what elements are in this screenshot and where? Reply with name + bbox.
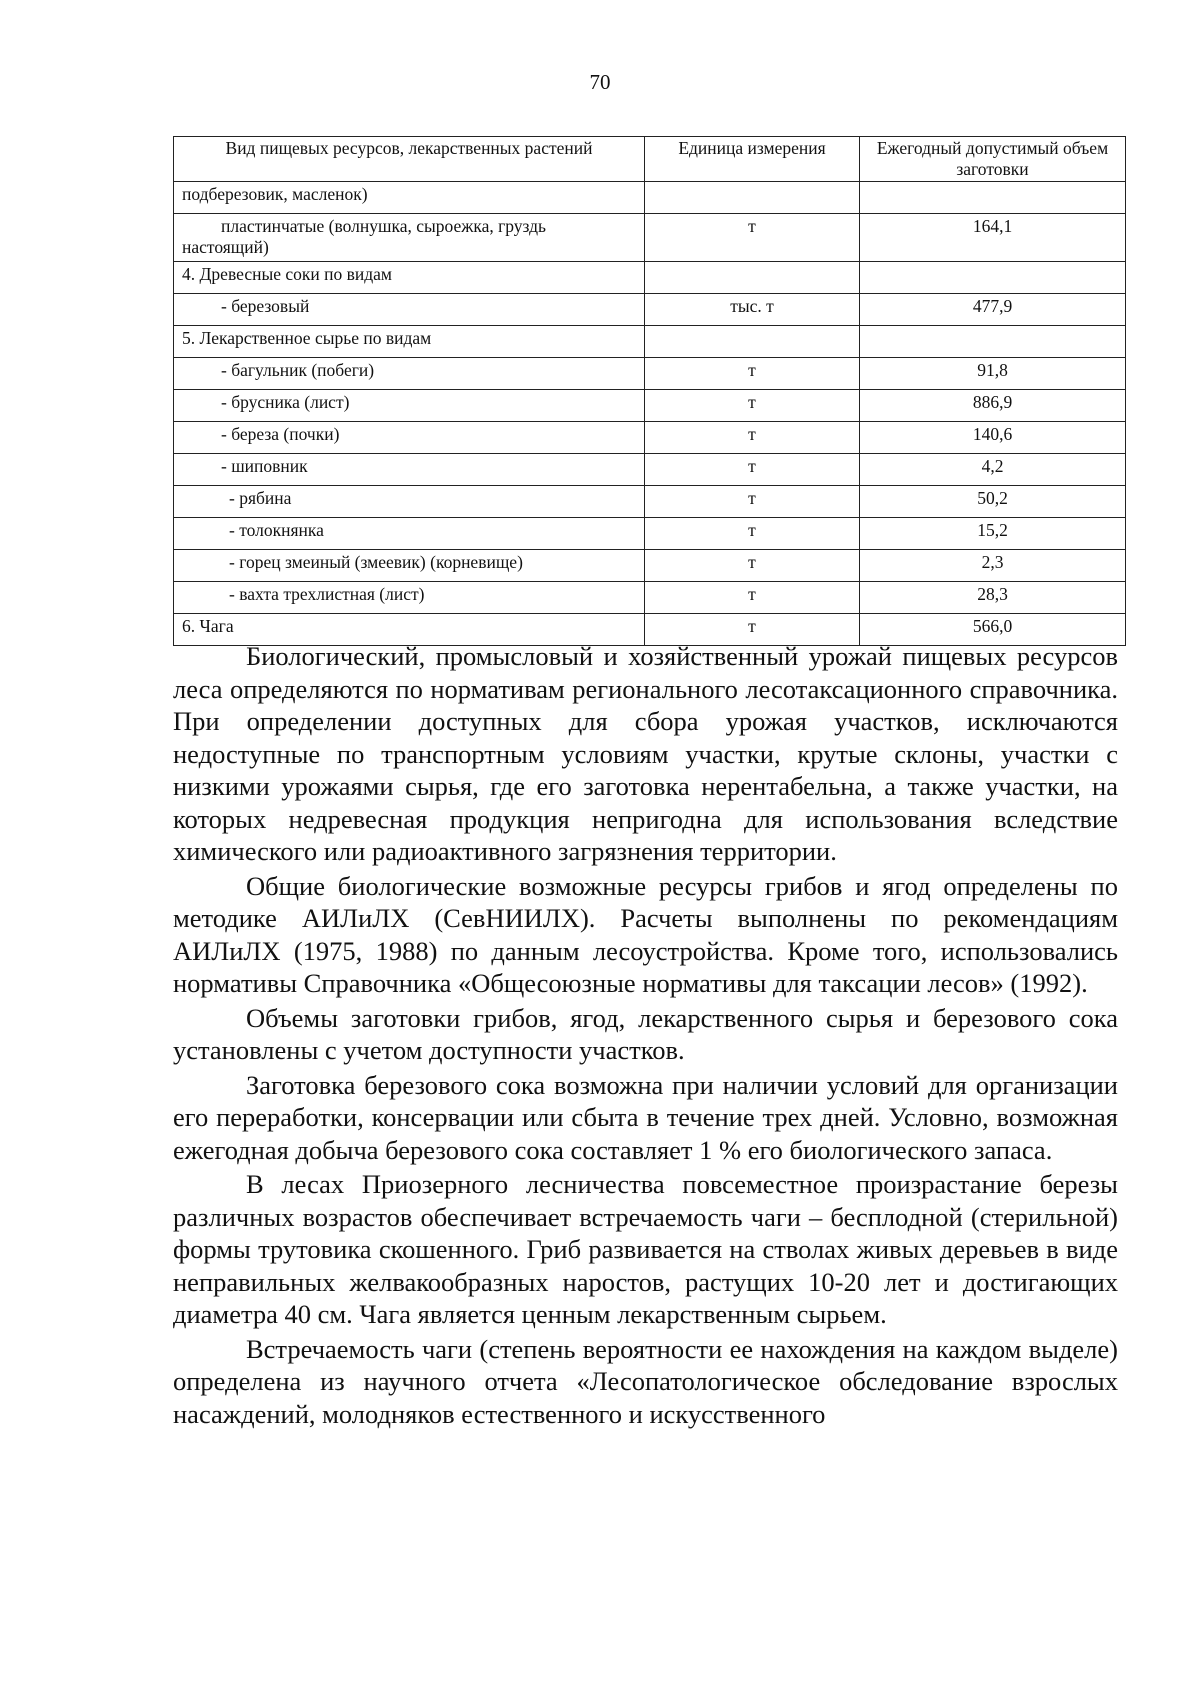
volume-cell: 477,9 [860,294,1126,326]
unit-cell: т [645,358,860,390]
table-row [174,550,1126,582]
unit-cell [645,326,860,358]
table-row [174,454,1126,486]
resource-name: - толокнянка [174,518,645,550]
resources-table [173,136,1126,646]
resource-name: - рябина [174,486,645,518]
table-row [174,326,1126,358]
table-row [174,182,1126,214]
resource-name: подберезовик, масленок) [174,182,645,214]
volume-cell: 50,2 [860,486,1126,518]
table-row [174,294,1126,326]
resource-name: - березовый [174,294,645,326]
paragraph: Встречаемость чаги (степень вероятности ее нахождения на каждом выделе) определена из научного отчета «Лесопатологическое обследование взрослых насаждений, молодняков естественного и искусственного [173,1333,1118,1429]
unit-cell: т [645,214,860,262]
unit-cell: т [645,454,860,486]
resource-name: - вахта трехлистная (лист) [174,582,645,614]
table-row [174,390,1126,422]
unit-cell [645,182,860,214]
volume-cell: 28,3 [860,582,1126,614]
volume-cell: 2,3 [860,550,1126,582]
unit-cell: т [645,486,860,518]
resource-name: - береза (почки) [174,422,645,454]
volume-cell [860,326,1126,358]
volume-cell: 886,9 [860,390,1126,422]
unit-cell: тыс. т [645,294,860,326]
unit-cell: т [645,550,860,582]
volume-cell: 4,2 [860,454,1126,486]
table-row [174,262,1126,294]
unit-cell: т [645,422,860,454]
unit-cell: т [645,614,860,646]
page-number: 70 [589,70,611,94]
volume-cell: 15,2 [860,518,1126,550]
volume-cell: 91,8 [860,358,1126,390]
unit-cell: т [645,518,860,550]
table-row [174,214,1126,262]
table-row [174,422,1126,454]
volume-cell: 164,1 [860,214,1126,262]
paragraph: Заготовка березового сока возможна при наличии условий для организации его переработки, консервации или сбыта в течение трех дней. Условно, возможная ежегодная добыча березового сока составляет 1 % его биологического запаса. [173,1069,1118,1165]
paragraph: Биологический, промысловый и хозяйственный урожай пищевых ресурсов леса определяются по нормативам регионального лесотаксационного справочника. При определении доступных для сбора урожая участков, исключаются недоступные по транспортным условиям участки, крутые склоны, участки с низкими урожаями сырья, где его заготовка нерентабельна, а также участки, на которых недревесная продукция непригодна для использования вследствие химического или радиоактивного загрязнения территории. [173,641,1118,866]
table-header-row [174,137,1126,182]
volume-cell [860,262,1126,294]
resource-name: 6. Чага [174,614,645,646]
table-row [174,486,1126,518]
table-row [174,582,1126,614]
volume-cell: 566,0 [860,614,1126,646]
body-text [173,640,1118,1430]
resource-name: 4. Древесные соки по видам [174,262,645,294]
resource-name: пластинчатые (волнушка, сыроежка, груздь настоящий) [174,214,645,262]
header-unit: Единица измерения [645,137,860,182]
volume-cell: 140,6 [860,422,1126,454]
paragraph: Общие биологические возможные ресурсы грибов и ягод определены по методике АИЛиЛХ (СевНИИЛХ). Расчеты выполнены по рекомендациям АИЛиЛХ (1975, 1988) по данным лесоустройства. Кроме того, использовались нормативы Справочника «Общесоюзные нормативы для таксации лесов» (1992). [173,870,1118,998]
paragraph: В лесах Приозерного лесничества повсеместное произрастание березы различных возрастов обеспечивает встречаемость чаги – бесплодной (стерильной) формы трутовика скошенного. Гриб развивается на стволах живых деревьев в виде неправильных желвакообразных наростов, растущих 10-20 лет и достигающих диаметра 40 см. Чага является ценным лекарственным сырьем. [173,1169,1118,1329]
table-row [174,358,1126,390]
unit-cell [645,262,860,294]
table-row [174,518,1126,550]
header-annual-volume: Ежегодный допустимый объем заготовки [860,137,1126,182]
resource-name: - горец змеиный (змеевик) (корневище) [174,550,645,582]
paragraph: Объемы заготовки грибов, ягод, лекарственного сырья и березового сока установлены с учетом доступности участков. [173,1002,1118,1065]
unit-cell: т [645,390,860,422]
resource-name: - багульник (побеги) [174,358,645,390]
resource-name: - брусника (лист) [174,390,645,422]
resource-name: - шиповник [174,454,645,486]
unit-cell: т [645,582,860,614]
volume-cell [860,182,1126,214]
resource-name: 5. Лекарственное сырье по видам [174,326,645,358]
header-resource-type: Вид пищевых ресурсов, лекарственных растений [174,137,645,182]
